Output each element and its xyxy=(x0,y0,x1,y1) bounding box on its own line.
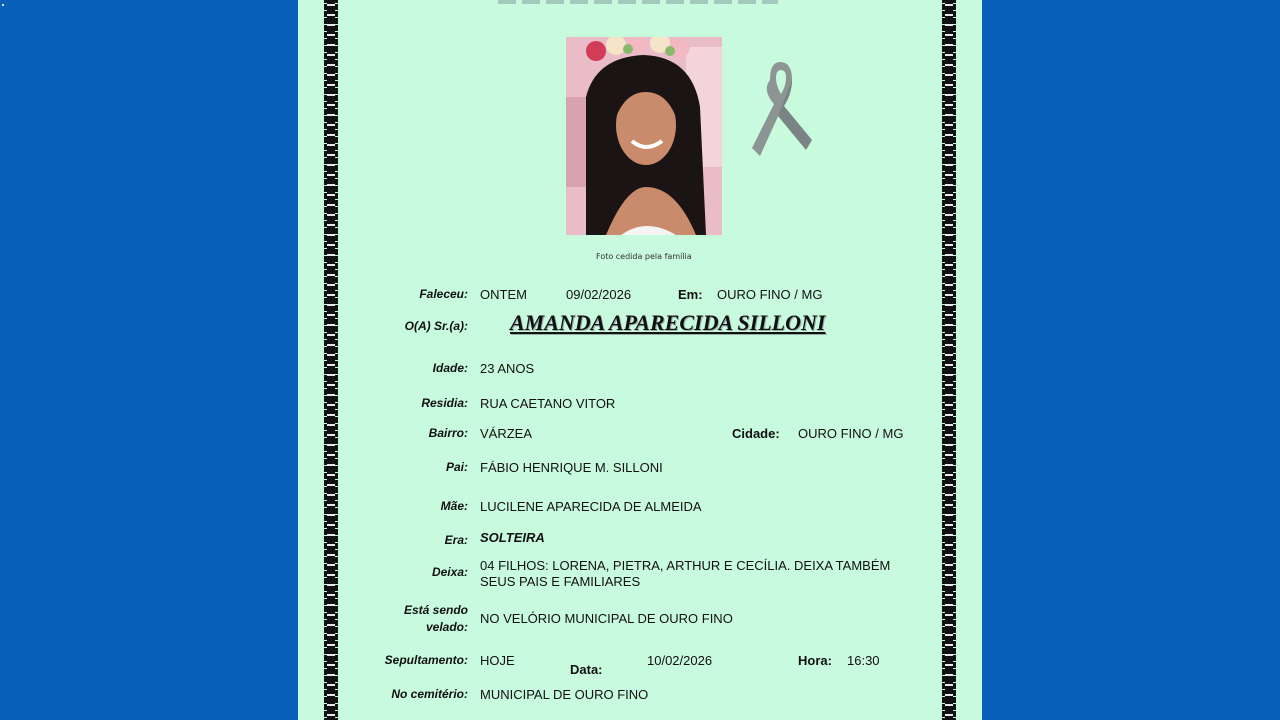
mae-label: Mãe: xyxy=(440,499,468,513)
cidade-label: Cidade: xyxy=(732,426,780,441)
cemiterio-label: No cemitério: xyxy=(391,687,468,701)
idade-label: Idade: xyxy=(432,361,468,375)
obituary-notice xyxy=(298,0,982,720)
era-value: SOLTEIRA xyxy=(480,530,545,545)
residia-value: RUA CAETANO VITOR xyxy=(480,396,616,411)
deixa-label: Deixa: xyxy=(431,565,468,579)
deixa-line1: 04 FILHOS: LORENA, PIETRA, ARTHUR E CECÍLIA. DEIXA TAMBÉM xyxy=(480,558,891,573)
cidade-value: OURO FINO / MG xyxy=(798,426,904,441)
photo-caption: Foto cedida pela família xyxy=(596,252,692,261)
bairro-value: VÁRZEA xyxy=(480,426,533,441)
pai-label: Pai: xyxy=(445,460,468,474)
hora-label: Hora: xyxy=(798,653,832,668)
deceased-photo xyxy=(566,37,722,235)
em-label: Em: xyxy=(678,287,703,302)
deixa-line2: SEUS PAIS E FAMILIARES xyxy=(480,574,641,589)
awareness-ribbon-icon xyxy=(748,60,818,165)
mae-value: LUCILENE APARECIDA DE ALMEIDA xyxy=(480,499,702,514)
velado-label-line2: velado: xyxy=(425,620,468,634)
corner-dot xyxy=(2,4,4,6)
faleceu-data: 09/02/2026 xyxy=(566,287,632,302)
cemiterio-value: MUNICIPAL DE OURO FINO xyxy=(480,687,649,702)
sepultamento-label: Sepultamento: xyxy=(384,653,468,667)
decorative-border-left xyxy=(324,0,338,720)
top-header-remnant xyxy=(498,0,778,4)
idade-value: 23 ANOS xyxy=(480,361,535,376)
faleceu-quando: ONTEM xyxy=(480,287,527,302)
faleceu-label: Faleceu: xyxy=(419,287,468,301)
nome-label: O(A) Sr.(a): xyxy=(404,319,468,333)
faleceu-local: OURO FINO / MG xyxy=(717,287,823,302)
decorative-border-right xyxy=(942,0,956,720)
bairro-label: Bairro: xyxy=(428,426,468,440)
velado-value: NO VELÓRIO MUNICIPAL DE OURO FINO xyxy=(480,611,733,626)
era-label: Era: xyxy=(444,533,468,547)
residia-label: Residia: xyxy=(421,396,468,410)
sepultamento-data: 10/02/2026 xyxy=(647,653,713,668)
sepultamento-quando: HOJE xyxy=(480,653,515,668)
data-label: Data: xyxy=(570,662,603,677)
velado-label-line1: Está sendo xyxy=(403,603,468,617)
sepultamento-hora: 16:30 xyxy=(847,653,880,668)
deceased-name: AMANDA APARECIDA SILLONI xyxy=(510,310,826,335)
pai-value: FÁBIO HENRIQUE M. SILLONI xyxy=(480,460,663,475)
